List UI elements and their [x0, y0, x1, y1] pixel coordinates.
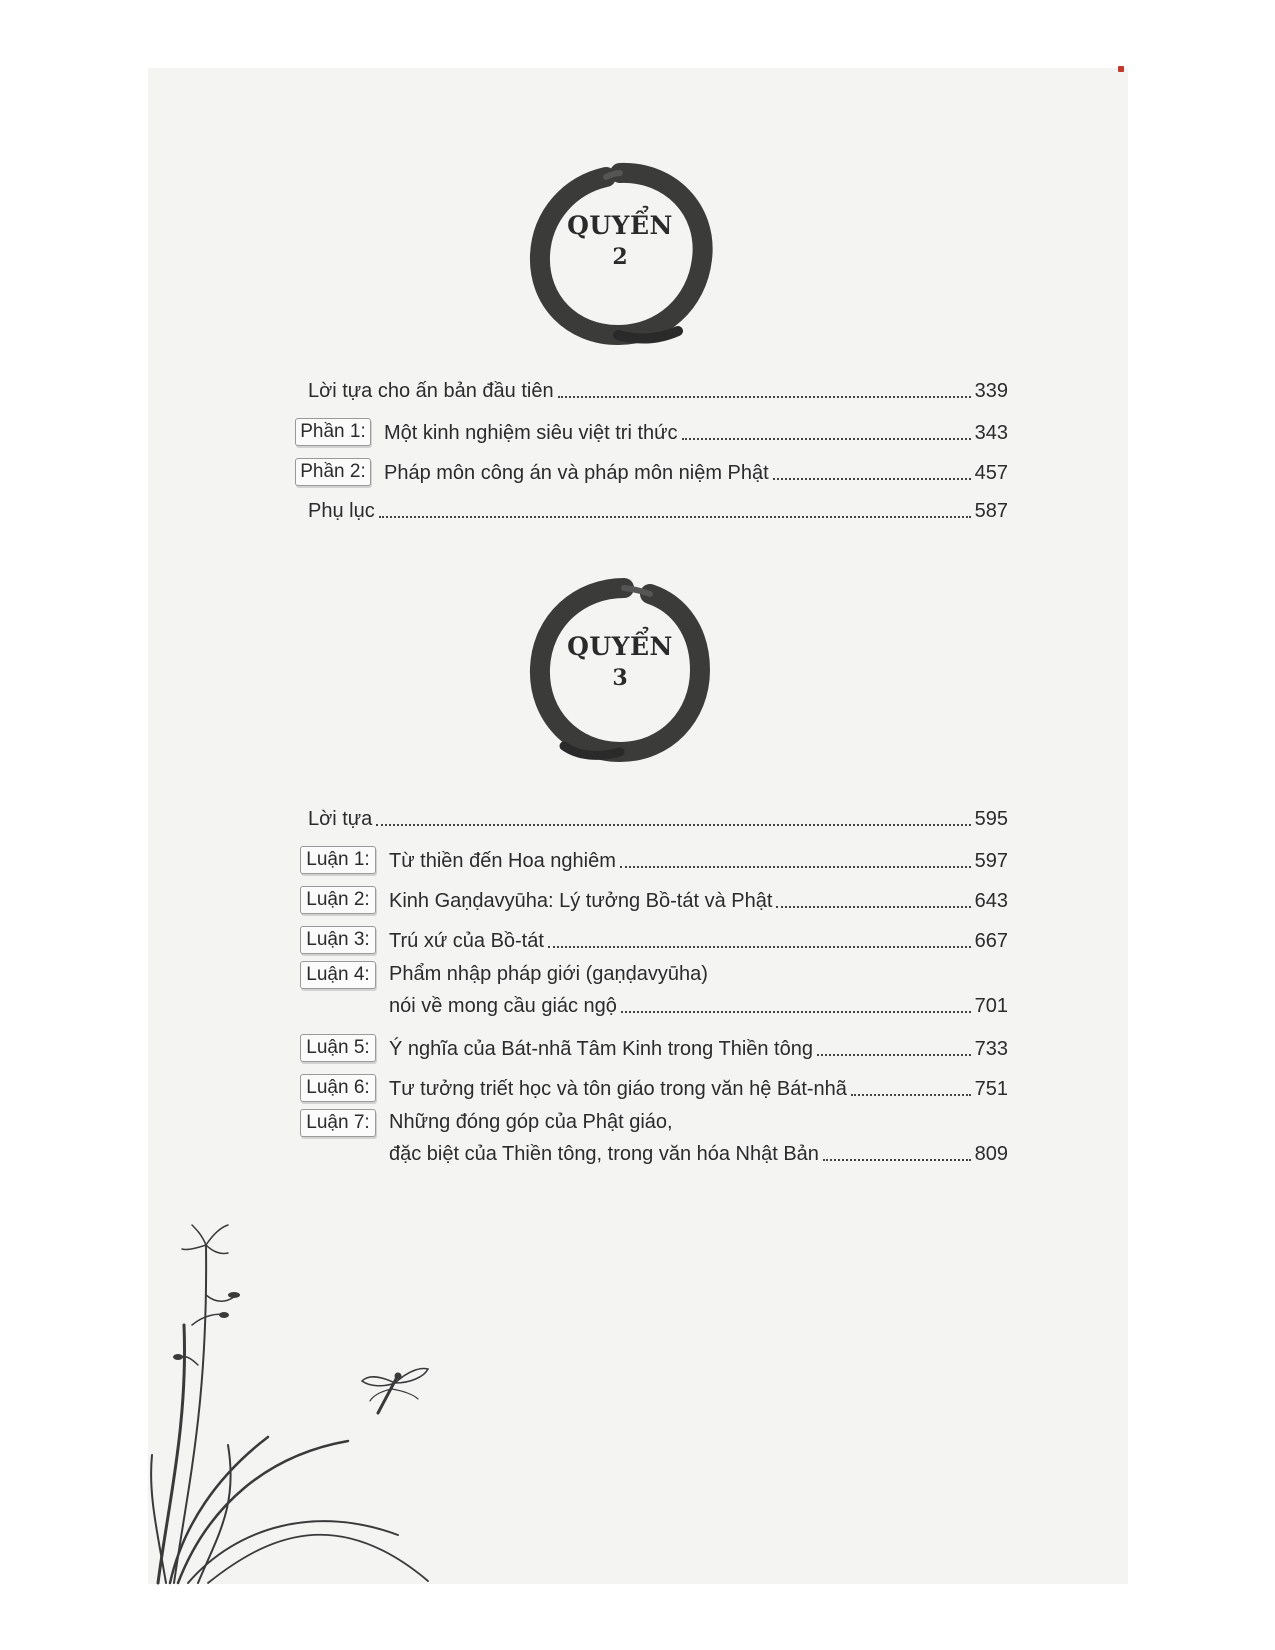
toc-entry-label: Luận 3: — [300, 926, 376, 954]
toc-entry[interactable] — [300, 926, 1008, 954]
dragonfly-icon — [362, 1369, 428, 1413]
toc-entry-title-line1: Những đóng góp của Phật giáo, — [389, 1111, 673, 1133]
toc-entry-label: Luận 6: — [300, 1074, 376, 1102]
toc-leader — [682, 438, 971, 440]
toc-entry-label: Phần 2: — [295, 458, 371, 486]
toc-leader — [776, 906, 970, 908]
volume2-number: 2 — [612, 244, 628, 270]
toc-entry-title: Lời tựa cho ấn bản đầu tiên — [308, 380, 554, 402]
toc-entry-label: Luận 5: — [300, 1034, 376, 1062]
toc-entry-page: 597 — [974, 850, 1008, 872]
toc-entry-page: 809 — [974, 1143, 1008, 1165]
page-corner-mark — [1118, 66, 1124, 72]
toc-leader — [548, 946, 971, 948]
toc-entry[interactable] — [300, 1074, 1008, 1102]
toc-leader — [817, 1054, 971, 1056]
toc-entry[interactable] — [300, 1034, 1008, 1062]
toc-leader — [379, 516, 971, 518]
orchid-dragonfly-illustration — [148, 1205, 448, 1590]
toc-entry-page: 343 — [974, 422, 1008, 444]
toc-entry[interactable] — [308, 498, 1008, 524]
toc-entry-label: Luận 4: — [300, 961, 376, 989]
toc-entry-label: Luận 1: — [300, 846, 376, 874]
volume2-title: QUYỂN — [567, 211, 673, 240]
volume3-number: 3 — [612, 665, 628, 691]
toc-entry-page: 339 — [974, 380, 1008, 402]
toc-entry[interactable] — [300, 1109, 1008, 1167]
enso-circle-icon — [520, 155, 720, 355]
toc-entry-title: Từ thiền đến Hoa nghiêm — [389, 850, 616, 872]
toc-entry-page: 667 — [974, 930, 1008, 952]
toc-entry-page: 643 — [974, 890, 1008, 912]
toc-entry-page: 587 — [974, 500, 1008, 522]
volume3-title: QUYỂN — [567, 632, 673, 661]
toc-leader — [851, 1094, 971, 1096]
toc-entry-page: 733 — [974, 1038, 1008, 1060]
toc-leader — [620, 866, 971, 868]
toc-leader — [773, 478, 971, 480]
toc-entry-page: 457 — [974, 462, 1008, 484]
toc-entry-title-line2: nói về mong cầu giác ngộ — [389, 995, 617, 1017]
toc-entry-title: Ý nghĩa của Bát-nhã Tâm Kinh trong Thiền tông — [389, 1038, 813, 1060]
toc-entry[interactable] — [308, 806, 1008, 832]
toc-entry-page: 701 — [974, 995, 1008, 1017]
toc-entry-title: Trú xứ của Bồ-tát — [389, 930, 544, 952]
toc-entry[interactable] — [300, 886, 1008, 914]
toc-entry-title: Tư tưởng triết học và tôn giáo trong văn hệ Bát-nhã — [389, 1078, 847, 1100]
toc-entry-title: Một kinh nghiệm siêu việt tri thức — [384, 422, 678, 444]
toc-entry-page: 751 — [974, 1078, 1008, 1100]
toc-leader — [376, 824, 970, 826]
toc-entry-title-line2: đặc biệt của Thiền tông, trong văn hóa Nhật Bản — [389, 1143, 819, 1165]
toc-entry-page: 595 — [974, 808, 1008, 830]
toc-entry[interactable] — [308, 378, 1008, 404]
toc-leader — [823, 1159, 971, 1161]
toc-entry[interactable] — [295, 458, 1008, 486]
toc-entry-label: Phần 1: — [295, 418, 371, 446]
toc-entry-title: Kinh Gaṇḍavyūha: Lý tưởng Bồ-tát và Phật — [389, 890, 773, 912]
toc-entry[interactable] — [295, 418, 1008, 446]
toc-entry[interactable] — [300, 961, 1008, 1019]
toc-entry-title: Phụ lục — [308, 500, 375, 522]
enso-circle-icon — [520, 570, 720, 770]
toc-entry-title-line1: Phẩm nhập pháp giới (gaṇḍavyūha) — [389, 963, 708, 985]
toc-entry-label: Luận 7: — [300, 1109, 376, 1137]
toc-entry-title: Pháp môn công án và pháp môn niệm Phật — [384, 462, 769, 484]
toc-leader — [558, 396, 971, 398]
toc-entry[interactable] — [300, 846, 1008, 874]
toc-entry-label: Luận 2: — [300, 886, 376, 914]
toc-entry-title: Lời tựa — [308, 808, 373, 830]
toc-leader — [621, 1011, 971, 1013]
